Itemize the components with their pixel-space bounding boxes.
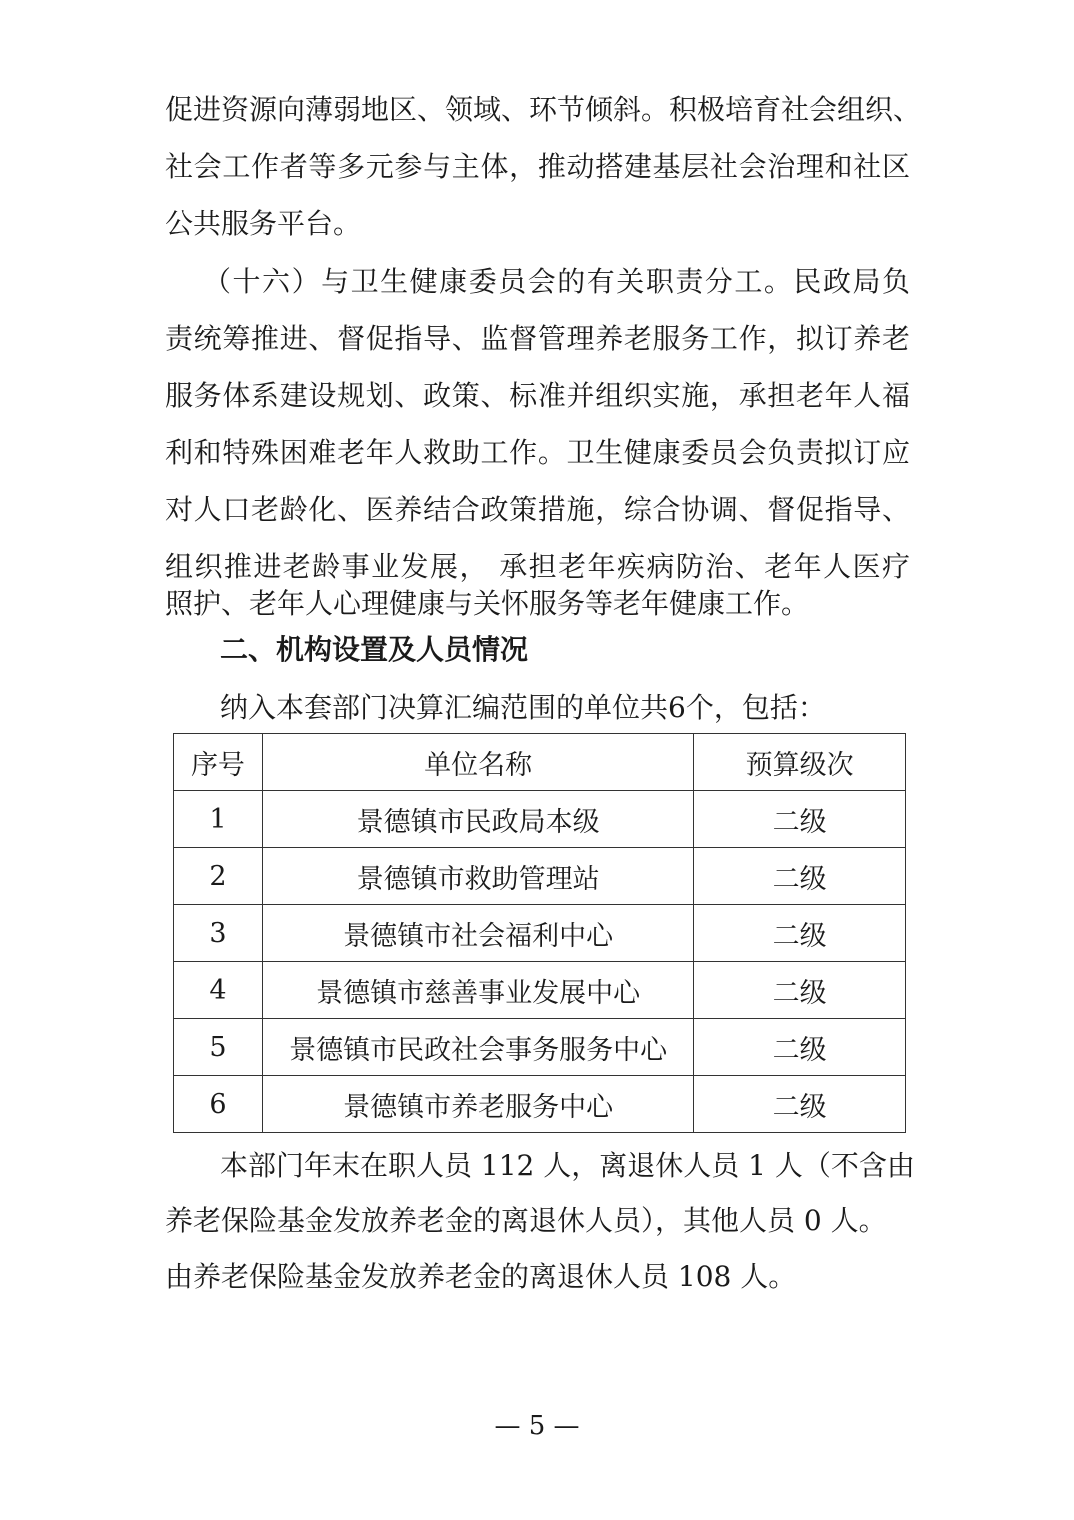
paragraph-line: 社会工作者等多元参与主体，推动搭建基层社会治理和社区 — [165, 150, 910, 183]
row-unit-name: 景德镇市社会福利中心 — [262, 905, 693, 962]
page-number: — 5 — — [494, 1411, 580, 1441]
section-heading: 二、机构设置及人员情况 — [220, 633, 529, 666]
table-row — [174, 962, 906, 1019]
paragraph-line: 组织推进老龄事业发展， 承担老年疾病防治、老年人医疗 — [165, 550, 910, 583]
table-header-row — [174, 734, 906, 791]
paragraph-line: 照护、老年人心理健康与关怀服务等老年健康工作。 — [165, 587, 810, 620]
header-index: 序号 — [174, 734, 263, 791]
table-row — [174, 791, 906, 848]
row-unit-name: 景德镇市救助管理站 — [262, 848, 693, 905]
table-row — [174, 905, 906, 962]
row-index: 3 — [174, 905, 263, 962]
row-unit-name: 景德镇市慈善事业发展中心 — [262, 962, 693, 1019]
paragraph-line: 责统筹推进、督促指导、监督管理养老服务工作，拟订养老 — [165, 322, 910, 355]
paragraph-line: 对人口老龄化、医养结合政策措施，综合协调、督促指导、 — [165, 493, 910, 526]
row-index: 4 — [174, 962, 263, 1019]
row-unit-name: 景德镇市民政社会事务服务中心 — [262, 1019, 693, 1076]
table-row — [174, 848, 906, 905]
row-budget-level: 二级 — [694, 1076, 906, 1133]
row-index: 1 — [174, 791, 263, 848]
row-budget-level: 二级 — [694, 848, 906, 905]
row-budget-level: 二级 — [694, 1019, 906, 1076]
paragraph-line: 促进资源向薄弱地区、领域、环节倾斜。积极培育社会组织、 — [165, 93, 922, 126]
units-table — [173, 733, 906, 1133]
row-budget-level: 二级 — [694, 791, 906, 848]
intro-text: 纳入本套部门决算汇编范围的单位共6个，包括： — [220, 691, 826, 724]
table-row — [174, 1019, 906, 1076]
row-budget-level: 二级 — [694, 962, 906, 1019]
row-index: 5 — [174, 1019, 263, 1076]
paragraph-line: 利和特殊困难老年人救助工作。卫生健康委员会负责拟订应 — [165, 436, 910, 469]
header-unit-name: 单位名称 — [262, 734, 693, 791]
paragraph-line: （十六）与卫生健康委员会的有关职责分工。民政局负 — [203, 265, 910, 298]
row-index: 2 — [174, 848, 263, 905]
row-index: 6 — [174, 1076, 263, 1133]
table-row — [174, 1076, 906, 1133]
paragraph-line: 养老保险基金发放养老金的离退休人员），其他人员 0 人。 — [165, 1204, 887, 1237]
paragraph-line: 本部门年末在职人员 112 人，离退休人员 1 人（不含由 — [220, 1149, 915, 1182]
header-budget-level: 预算级次 — [694, 734, 906, 791]
paragraph-line: 由养老保险基金发放养老金的离退休人员 108 人。 — [165, 1260, 797, 1293]
paragraph-line: 公共服务平台。 — [165, 207, 362, 240]
paragraph-line: 服务体系建设规划、政策、标准并组织实施，承担老年人福 — [165, 379, 910, 412]
row-budget-level: 二级 — [694, 905, 906, 962]
row-unit-name: 景德镇市民政局本级 — [262, 791, 693, 848]
row-unit-name: 景德镇市养老服务中心 — [262, 1076, 693, 1133]
